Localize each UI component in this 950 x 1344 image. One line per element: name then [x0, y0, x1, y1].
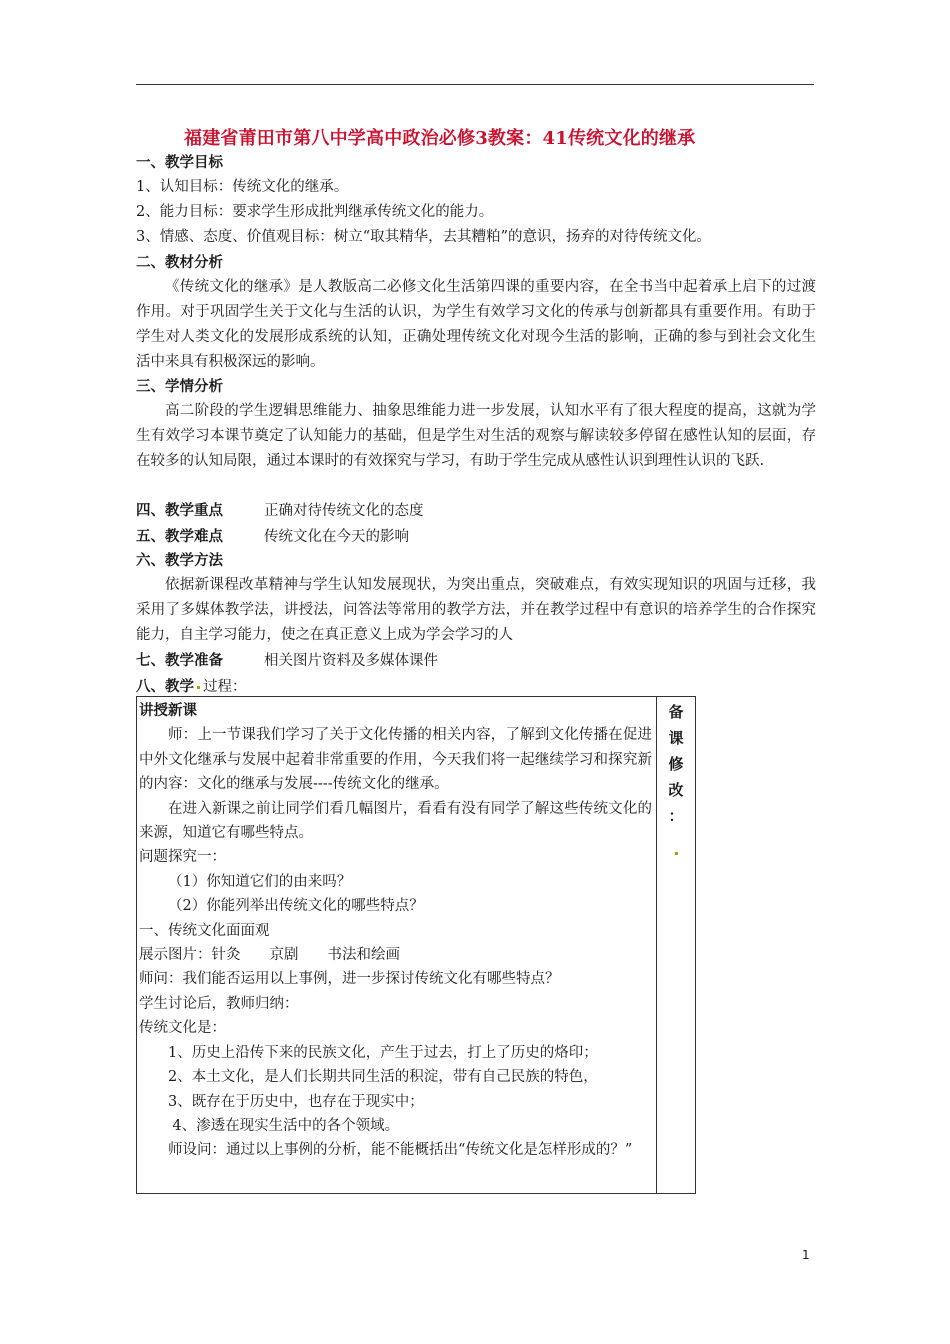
lesson-notes-cell [657, 697, 695, 1195]
material-paragraph: 《传统文化的继承》是人教版高二必修文化生活第四课的重要内容，在全书当中起着承上启下的过渡作用。对于巩固学生关于文化与生活的认识，为学生有效学习文化的传承与创新都具有重要作用。有助于学生对人类文化的发展形成系统的认知，正确处理传统文化对现今生活的影响，正确的参与到社会文化生活中来具有积极深远的影响。 [136, 279, 816, 370]
mark-dot [197, 686, 200, 689]
table-subheading: 讲授新课 [139, 702, 197, 719]
heading-process-tail: 过程： [203, 679, 247, 695]
section-material [136, 250, 816, 375]
heading-methods: 六、教学方法 [136, 552, 223, 569]
feature-item: 3、既存在于历史中，也存在于现实中； [168, 1093, 424, 1110]
section-methods [136, 548, 816, 648]
section-heading: 一、传统文化面面观 [139, 922, 270, 939]
notes-char: 修 [668, 755, 684, 773]
notes-char: 课 [668, 729, 684, 747]
table-paragraph: 在进入新课之前让同学们看几幅图片，看看有没有同学了解这些传统文化的来源，知道它有哪些特点。 [139, 800, 652, 842]
objective-item: 3、情感、态度、价值观目标：树立“取其精华，去其糟粕”的意识，扬弃的对待传统文化。 [136, 229, 712, 245]
question-item: （1）你知道它们的由来吗？ [168, 873, 352, 890]
section-preparation [136, 648, 816, 700]
feature-item: 1、历史上沿传下来的民族文化，产生于过去，打上了历史的烙印； [168, 1044, 598, 1061]
heading-objectives: 一、教学目标 [136, 154, 223, 171]
students-paragraph: 高二阶段的学生逻辑思维能力、抽象思维能力进一步发展，认知水平有了很大程度的提高，这就为学生有效学习本课节奠定了认知能力的基础，但是学生对生活的观察与解读较多停留在感性认知的层面，存在较多的认知局限，通过本课时的有效探究与学习，有助于学生完成从感性认识到理性认识的飞跃. [136, 403, 816, 469]
notes-char: 备 [668, 703, 684, 721]
document-title: 福建省莆田市第八中学高中政治必修3教案：41传统文化的继承 [184, 128, 696, 149]
definition-line: 传统文化是： [139, 1020, 226, 1037]
objective-item: 2、能力目标：要求学生形成批判继承传统文化的能力。 [136, 204, 494, 220]
heading-material: 二、教材分析 [136, 254, 223, 271]
notes-char: ： [668, 807, 684, 825]
objective-item: 1、认知目标：传统文化的继承。 [136, 179, 349, 195]
heading-students: 三、学情分析 [136, 378, 223, 395]
feature-item: 2、本土文化，是人们长期共同生活的积淀，带有自己民族的特色， [168, 1069, 598, 1086]
header-rule [136, 84, 814, 85]
teacher-question: 师问：我们能否运用以上事例，进一步探讨传统文化有哪些特点？ [139, 971, 560, 988]
difficult-text: 传统文化在今天的影响 [264, 529, 409, 545]
section-students [136, 374, 816, 474]
section-key-points [136, 498, 816, 550]
question-item: （2）你能列举出传统文化的哪些特点？ [168, 898, 424, 915]
lesson-content-cell [137, 697, 657, 1193]
heading-preparation: 七、教学准备 [136, 652, 223, 669]
mark-dot [675, 852, 678, 855]
show-images-line: 展示图片：针灸 京剧 书法和绘画 [139, 947, 400, 964]
section-objectives [136, 150, 816, 250]
question-heading: 问题探究一： [139, 849, 226, 866]
preparation-text: 相关图片资料及多媒体课件 [264, 653, 438, 669]
methods-paragraph: 依据新课程改革精神与学生认知发展现状，为突出重点，突破难点，有效实现知识的巩固与迁移，我采用了多媒体教学法，讲授法，问答法等常用的教学方法，并在教学过程中有意识的培养学生的合作探究能力，自主学习能力，使之在真正意义上成为学会学习的人 [136, 577, 816, 643]
heading-key: 四、教学重点 [136, 502, 223, 519]
lesson-table [136, 696, 696, 1194]
heading-process: 八、教学 [136, 678, 194, 695]
discussion-line: 学生讨论后，教师归纳： [139, 995, 299, 1012]
notes-char: 改 [668, 781, 684, 799]
feature-item: 4、渗透在现实生活中的各个领域。 [172, 1117, 400, 1134]
page-number: 1 [802, 1248, 810, 1262]
teacher-prompt: 师设问：通过以上事例的分析，能不能概括出“传统文化是怎样形成的？” [168, 1142, 633, 1159]
heading-difficult: 五、教学难点 [136, 528, 223, 545]
key-text: 正确对待传统文化的态度 [264, 503, 424, 519]
table-paragraph: 师：上一节课我们学习了关于文化传播的相关内容，了解到文化传播在促进中外文化继承与发展中起着非常重要的作用，今天我们将一起继续学习和探究新的内容：文化的继承与发展----传统文化的继承。 [139, 727, 652, 793]
